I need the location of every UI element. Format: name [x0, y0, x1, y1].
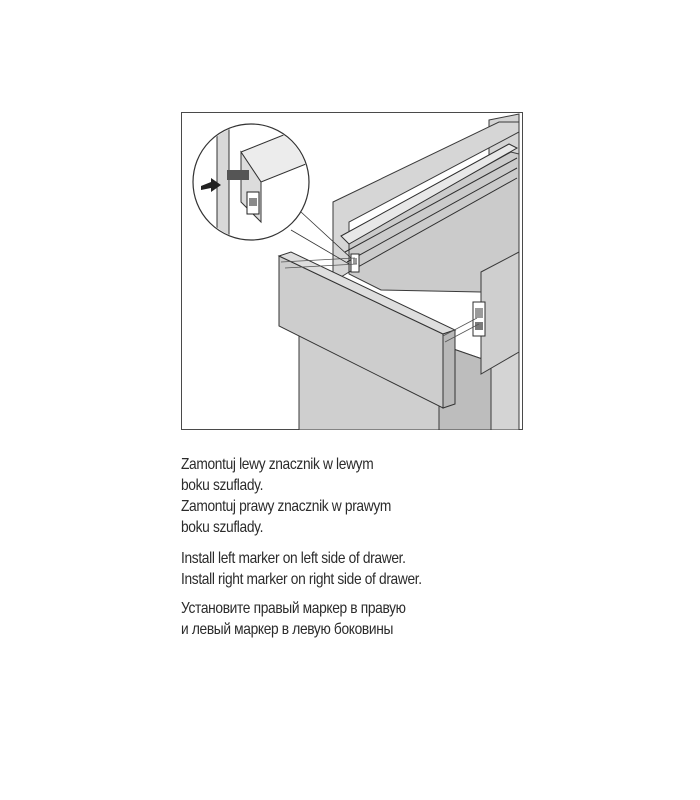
instruction-line: Install right marker on right side of drawer.: [181, 571, 422, 588]
instruction-line: Install left marker on left side of drawer.: [181, 550, 406, 567]
instruction-line: Zamontuj prawy znacznik w prawym: [181, 498, 391, 515]
instruction-line: Установите правый маркер в правую: [181, 600, 406, 617]
instructions-english: [181, 548, 541, 590]
instructions-text: [181, 454, 541, 650]
drawer-right-side-panel: [481, 252, 519, 374]
instructions-polish: [181, 454, 541, 538]
drawer-assembly-illustration: [181, 112, 523, 430]
drawer-diagram: [181, 112, 523, 430]
instruction-line: Zamontuj lewy znacznik w lewym: [181, 456, 374, 473]
drawer-front-side-edge: [443, 330, 455, 408]
instruction-line: boku szuflady.: [181, 519, 264, 536]
instructions-russian: [181, 598, 541, 640]
instruction-line: и левый маркер в левую боковины: [181, 621, 394, 638]
left-marker: [351, 254, 359, 272]
instruction-line: boku szuflady.: [181, 477, 264, 494]
